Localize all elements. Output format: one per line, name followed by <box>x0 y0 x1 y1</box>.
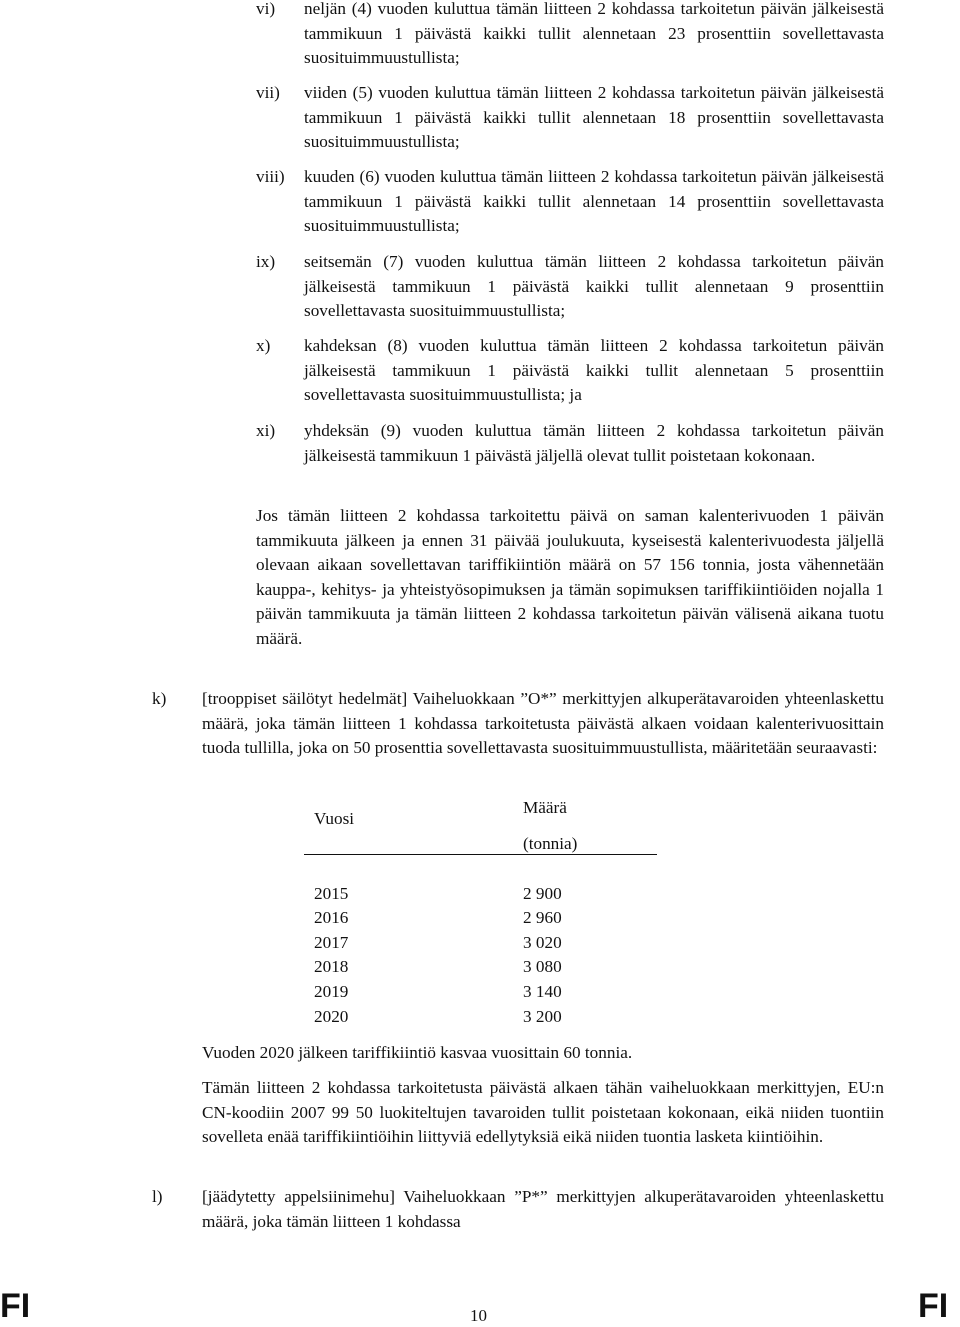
footer-language-right: FI <box>918 1287 949 1325</box>
item-label-x: x) <box>256 336 271 355</box>
table-cell-year: 2017 <box>314 933 349 952</box>
item-label-vi: vi) <box>256 0 276 18</box>
item-label-xi: xi) <box>256 421 276 440</box>
item-label-l: l) <box>152 1187 163 1206</box>
table-cell-amount: 2 960 <box>523 908 562 927</box>
table-header-rule <box>304 854 657 855</box>
item-text-k: [trooppiset säilötyt hedelmät] Vaiheluokkaan ”O*” merkittyjen alkuperätavaroiden yhteenlaskettu määrä, joka tämän liitteen 1 kohdassa tarkoitetusta päivästä alkaen voidaan kalenterivuosittain tuoda tullilla, joka on 50 prosenttia sovellettavasta suosituimmuustullista, määritetään seuraavasti: <box>202 689 884 758</box>
item-text-viii: kuuden (6) vuoden kuluttua tämän liitteen 2 kohdassa tarkoitetun päivän jälkeisestä tammikuun 1 päivästä kaikki tullit alennetaan 14 prosenttiin sovellettavasta suosituimmuustullista; <box>304 167 884 236</box>
table-header-unit: (tonnia) <box>523 834 578 853</box>
table-cell-year: 2020 <box>314 1007 349 1026</box>
paragraph-tariff-removal: Tämän liitteen 2 kohdassa tarkoitetusta päivästä alkaen tähän vaiheluokkaan merkittyjen, EU:n CN-koodiin 2007 99 50 luokiteltujen tavaroiden tullit poistetaan kokonaan, eikä niiden tuontiin sovelleta enää tariffikiintiöihin liittyviä edellytyksiä eikä niiden tuontia lasketa kiintiöihin. <box>202 1078 884 1147</box>
table-cell-amount: 3 020 <box>523 933 562 952</box>
table-cell-year: 2018 <box>314 957 349 976</box>
table-header-year: Vuosi <box>314 809 355 828</box>
footer-language-left: FI <box>0 1287 31 1325</box>
item-text-vi: neljän (4) vuoden kuluttua tämän liitteen 2 kohdassa tarkoitetun päivän jälkeisestä tammikuun 1 päivästä kaikki tullit alennetaan 23 prosenttiin sovellettavasta suosituimmuustullista; <box>304 0 884 68</box>
paragraph-quota-calculation: Jos tämän liitteen 2 kohdassa tarkoitettu päivä on saman kalenterivuoden 1 päivän tammikuuta jälkeen ja ennen 31 päivää joulukuuta, kyseisestä kalenterivuodesta jäljellä olevaan aikaan sovellettavan tariffikiintiön määrä on 57 156 tonnia, josta vähennetään kauppa-, kehitys- ja yhteistyösopimuksen ja tämän sopimuksen tariffikiintiöiden nojalla 1 päivän tammikuuta ja tämän liitteen 2 kohdassa tarkoitetun päivän välisenä aikana tuotu määrä. <box>256 506 884 648</box>
item-text-xi: yhdeksän (9) vuoden kuluttua tämän liitteen 2 kohdassa tarkoitetun päivän jälkeisestä tammikuun 1 päivästä jäljellä olevat tullit poistetaan kokonaan. <box>304 421 884 465</box>
table-cell-amount: 3 140 <box>523 982 562 1001</box>
item-label-ix: ix) <box>256 252 276 271</box>
item-text-vii: viiden (5) vuoden kuluttua tämän liitteen 2 kohdassa tarkoitetun päivän jälkeisestä tammikuun 1 päivästä kaikki tullit alennetaan 18 prosenttiin sovellettavasta suosituimmuustullista; <box>304 83 884 152</box>
item-text-ix: seitsemän (7) vuoden kuluttua tämän liitteen 2 kohdassa tarkoitetun päivän jälkeisestä tammikuun 1 päivästä kaikki tullit alennetaan 9 prosenttiin sovellettavasta suosituimmuustullista; <box>304 252 884 321</box>
item-label-viii: viii) <box>256 167 285 186</box>
table-cell-amount: 3 200 <box>523 1007 562 1026</box>
table-cell-year: 2019 <box>314 982 349 1001</box>
table-header-amount: Määrä <box>523 798 567 817</box>
item-label-vii: vii) <box>256 83 280 102</box>
page-number: 10 <box>470 1306 487 1325</box>
item-text-x: kahdeksan (8) vuoden kuluttua tämän liitteen 2 kohdassa tarkoitetun päivän jälkeisestä tammikuun 1 päivästä kaikki tullit alennetaan 5 prosenttiin sovellettavasta suosituimmuustullista; ja <box>304 336 884 405</box>
table-cell-year: 2016 <box>314 908 349 927</box>
paragraph-quota-growth: Vuoden 2020 jälkeen tariffikiintiö kasvaa vuosittain 60 tonnia. <box>202 1043 633 1062</box>
item-label-k: k) <box>152 689 167 708</box>
table-cell-amount: 3 080 <box>523 957 562 976</box>
table-cell-amount: 2 900 <box>523 884 562 903</box>
item-text-l: [jäädytetty appelsiinimehu] Vaiheluokkaan ”P*” merkittyjen alkuperätavaroiden yhteenlaskettu määrä, joka tämän liitteen 1 kohdassa <box>202 1187 884 1231</box>
table-cell-year: 2015 <box>314 884 349 903</box>
